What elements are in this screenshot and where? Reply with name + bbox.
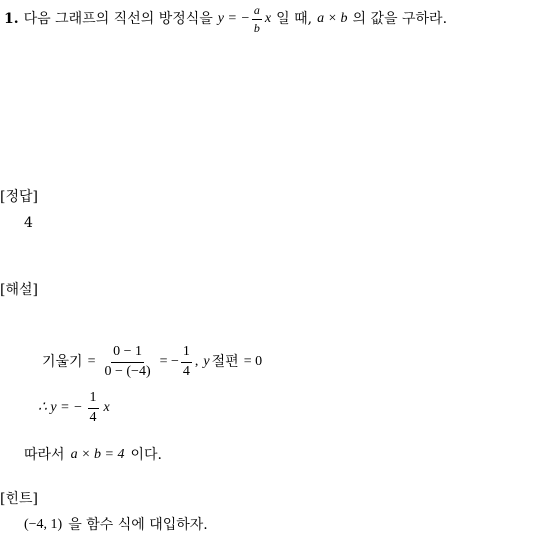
question-text-before: 다음 그래프의 직선의 방정식을 — [23, 11, 213, 27]
question-expr: a × b — [317, 11, 348, 26]
question-line — [4, 2, 448, 35]
slope-comma: , — [194, 354, 199, 369]
slope-res-num: 1 — [181, 345, 192, 363]
answer-value: 4 — [24, 215, 33, 231]
hint-point: (−4, 1) — [24, 517, 63, 532]
hint-label: [힌트] — [0, 491, 38, 507]
slope-num: 0 − 1 — [111, 345, 144, 363]
slope-res-den: 4 — [182, 363, 190, 379]
final-fraction — [88, 391, 99, 425]
slope-eq: = — [87, 354, 96, 369]
question-fraction — [252, 4, 262, 34]
slope-result-fraction — [181, 345, 192, 379]
therefore-line — [38, 388, 110, 428]
question-frac-num: a — [252, 4, 262, 20]
intercept-eq: = 0 — [243, 354, 263, 369]
slope-word: 기울기 — [42, 354, 83, 370]
slope-line — [42, 340, 262, 384]
question-eq-var: x — [264, 11, 272, 26]
hint-line — [24, 518, 208, 532]
question-frac-den: b — [253, 20, 260, 35]
final-var: x — [103, 400, 110, 415]
conclusion-expr: a × b = 4 — [70, 447, 125, 462]
conclusion-prefix: 따라서 — [24, 447, 65, 463]
question-eq-lhs: y = − — [217, 11, 250, 26]
slope-result-prefix: = − — [159, 354, 179, 369]
question-text-after: 의 값을 구하라. — [352, 11, 448, 27]
question-number: 1. — [4, 11, 19, 27]
explanation-label: [해설] — [0, 282, 38, 298]
question-text-mid: 일 때, — [276, 11, 313, 27]
intercept-y-var: y — [203, 354, 210, 369]
conclusion-suffix: 이다. — [130, 447, 162, 463]
slope-den: 0 − (−4) — [104, 363, 151, 379]
final-num: 1 — [88, 391, 99, 409]
slope-fraction — [102, 345, 152, 379]
final-den: 4 — [89, 409, 97, 425]
conclusion-line — [24, 448, 162, 462]
therefore-expr: ∴ y = − — [38, 400, 83, 415]
hint-text: 을 함수 식에 대입하자. — [68, 517, 208, 533]
intercept-word: 절편 — [211, 354, 239, 370]
answer-label: [정답] — [0, 189, 38, 205]
